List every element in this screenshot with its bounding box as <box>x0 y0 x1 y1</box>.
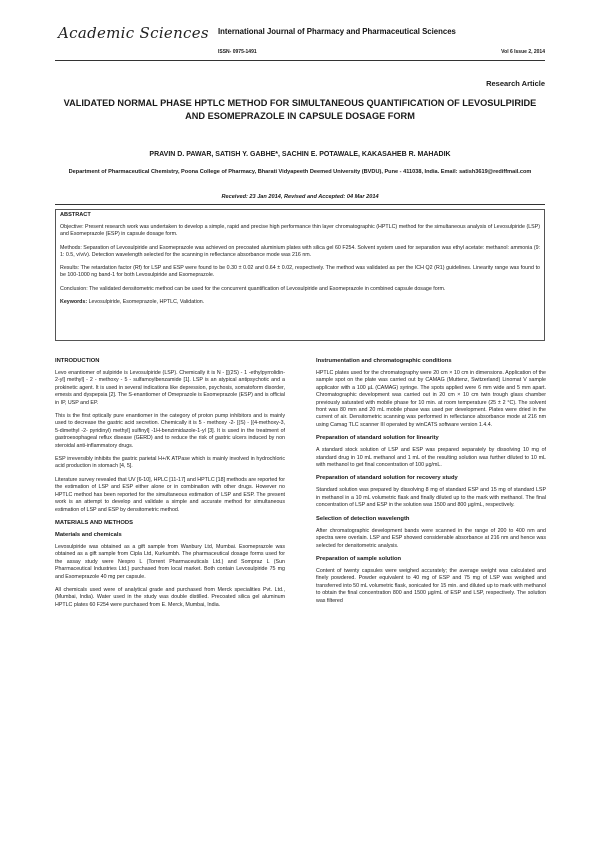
keywords-label: Keywords: <box>60 299 88 306</box>
abstract-keywords <box>60 299 540 306</box>
intro-paragraph-2: This is the first optically pure enantiomer in the category of proton pump inhibitors and is mainly used to decrease the gastric acid secretion. Chemically it is 5 - methoxy -2- [(S) - [(4-methoxy-3, 5-dimethyl -2- pyridinyl) methyl] sulfinyl] -1H-benzimidazole-1-yl [3]. It is used in the treatment of gastroesophageal reflux disease (GERD) and to reduce the risk of gastric ulcers induced by non steroidal anti-inflammatory drugs. <box>55 413 285 449</box>
instrumentation-paragraph: HPTLC plates used for the chromatography were 20 cm × 10 cm in dimensions. Application of the sample spot on the plate was carried out by CAMAG (Muttenz, Switzerland) Linomat V sample applicator with a 100 µL (CAMAG) syringe. The spots applied were 6 mm wide and 5 mm apart. Chromatographic development was carried out in 20 cm × 10 cm twin trough glass chamber previously saturated with mobile phase for 10 min. at room temperature (25 ± 2 °C). The solvent front was 80 mm and 20 mL mobile phase was used per development. Plates were dried in the current of air. Densitometric scanning was performed in reflectance absorbance mode at 216 nm using Camag TLC scanner III operated by winCATS software version 1.4.4. <box>316 370 546 428</box>
article-type: Research Article <box>486 79 545 88</box>
issn: ISSN- 0975-1491 <box>218 49 257 55</box>
materials-paragraph-2: All chemicals used were of analytical grade and purchased from Merck specialities Pvt. Ltd., (Mumbai, India). Water used in the study was double distilled. Precoated silica gel aluminum HPTLC plates 60 F254 were purchased from E. Merck, Mumbai, India. <box>55 586 285 608</box>
materials-methods-heading: MATERIALS AND METHODS <box>55 519 133 526</box>
sample-solution-paragraph: Content of twenty capsules were weighed accurately; the average weight was calculated and finely powdered. Powder equivalent to 40 mg of ESP and 75 mg of LSP was weighed and transferred into 50 mL volumetric flask, sonicated for 15 min. and diluted up to mark with methanol to obtain the final concentration 800 and 1500 µg/mL of ESP and LSP, respectively. The solution was filtered <box>316 567 546 604</box>
abstract-conclusion: Conclusion: The validated densitometric method can be used for the concurrent quantification of Levosulpiride and Esomeprazole in combined capsule dosage form. <box>60 285 446 292</box>
intro-paragraph-3: ESP irreversibly inhibits the gastric parietal H+/K ATPase which is mainly involved in hydrochloric acid production in stomach [4, 5]. <box>55 456 285 470</box>
introduction-heading: INTRODUCTION <box>55 358 100 364</box>
journal-name: International Journal of Pharmacy and Pharmaceutical Sciences <box>218 27 456 36</box>
abstract-methods: Methods: Separation of Levosulpiride and Esomeprazole was achieved on precoated aluminium plates with silica gel 60 F254. Solvent system used for separation was ethyl acetate: methanol: ammonia (9: 1: 0.5, v/v/v). Detection wavelength selected for the scanning in reflectance absorbance mode was 216 nm. <box>60 244 540 258</box>
left-column <box>55 358 285 615</box>
std-recovery-heading: Preparation of standard solution for recovery study <box>316 475 458 482</box>
abstract-results: Results: The retardation factor (Rf) for LSP and ESP were found to be 0.30 ± 0.02 and 0.64 ± 0.02, respectively. The method was validated as per the ICH Q2 (R1) guidelines. Linearity range was found to be 100-1000 ng band-1 for both Levosulpiride and Esomeprazole. <box>60 265 540 279</box>
intro-paragraph-1: Levo enantiomer of sulpiride is Levosulpiride (LSP). Chemically it is N - [[(2S) - 1 -ethylpyrrolidin-2-yl] methyl] - 2 - methoxy - 5 - sulfamoylbenzamide [1]. LSP is an atypical antipsychotic and a prokinetic agent. It is used in several indications like depression, psychosis, somatoform disorder, emesis and dyspepsia [2]. The S-enantiomer of Omeprazole is Esomeprazole (ESP) and is official in IP, USP and EP. <box>55 370 285 406</box>
materials-chemicals-heading: Materials and chemicals <box>55 531 122 538</box>
materials-paragraph-1: Levosulpiride was obtained as a gift sample from Wanbury Ltd, Mumbai. Esomeprazole was obtained as a gift sample from Cipla Ltd, Kurkumbh. The pharmaceutical dosage forms used for the assay study were Nexpro L (Torrent Pharmaceuticals Ltd.) and Sompraz L (Sun Pharmaceutical Industries Ltd.) purchased from local market. Both contain Levosulpiride 75 mg and Esomeprazole 40 mg per capsule. <box>55 543 285 580</box>
intro-paragraph-4: Literature survey revealed that UV [6-10], HPLC [11-17] and HPTLC [18] methods are reported for the estimation of LSP and ESP either alone or in combination with other drugs. However no HPTLC method has been reported for the simultaneous estimation of LSP and ESP. The present work is an attempt to develop and validate a simple and accurate method for simultaneous estimation of LSP and ESP by densitometric method. <box>55 476 285 513</box>
abstract-objective: Objective: Present research work was undertaken to develop a simple, rapid and precise high performance thin layer chromatographic (HPTLC) method for the simultaneous analysis of Levosulpiride (LSP) and Esomeprazole (ESP) in capsule dosage form. <box>60 224 540 238</box>
volume-issue: Vol 6 Issue 2, 2014 <box>501 49 545 55</box>
wavelength-paragraph: After chromatographic development bands were scanned in the range of 200 to 400 nm and spectra were overlain. LSP and ESP showed considerable absorbance at 216 nm and hence was selected for densitometric analysis. <box>316 527 546 549</box>
right-column <box>316 358 546 611</box>
affiliation: Department of Pharmaceutical Chemistry, Poona College of Pharmacy, Bharati Vidyapeeth Deemed University (BVDU), Pune - 411038, India. Email: satish3619@rediffmail.com <box>68 169 532 175</box>
abstract-box <box>55 209 545 341</box>
authors: PRAVIN D. PAWAR, SATISH Y. GABHE*, SACHIN E. POTAWALE, KAKASAHEB R. MAHADIK <box>149 151 451 158</box>
std-linearity-paragraph: A standard stock solution of LSP and ESP was prepared separately by dissolving 10 mg of standard drug in 10 mL methanol and 1 mL of the resulting solution was further diluted to 10 mL with methanol to get final concentration of 100 µg/mL. <box>316 447 546 469</box>
received-dates: Received: 23 Jan 2014, Revised and Accepted: 04 Mar 2014 <box>221 194 379 200</box>
sample-solution-heading: Preparation of sample solution <box>316 555 402 562</box>
header-divider <box>55 60 545 61</box>
title-divider <box>55 204 545 205</box>
std-linearity-heading: Preparation of standard solution for linearity <box>316 435 439 442</box>
wavelength-heading: Selection of detection wavelength <box>316 515 410 522</box>
std-recovery-paragraph: Standard solution was prepared by dissolving 8 mg of standard ESP and 15 mg of standard LSP in methanol in a 10 mL volumetric flask and finally diluted up to the mark with methanol. The final concentration of LSP and ESP in the solution was 1500 and 800 µg/mL, respectively. <box>316 487 546 509</box>
instrumentation-heading: Instrumentation and chromatographic conditions <box>316 358 452 364</box>
abstract-heading: ABSTRACT <box>60 212 91 218</box>
publisher-logo: Academic Sciences <box>58 24 209 42</box>
article-title: VALIDATED NORMAL PHASE HPTLC METHOD FOR SIMULTANEOUS QUANTIFICATION OF LEVOSULPIRIDE AND ESOMEPRAZOLE IN CAPSULE DOSAGE FORM <box>63 98 537 121</box>
keywords-text: Levosulpiride, Esomeprazole, HPTLC, Validation. <box>88 299 205 306</box>
